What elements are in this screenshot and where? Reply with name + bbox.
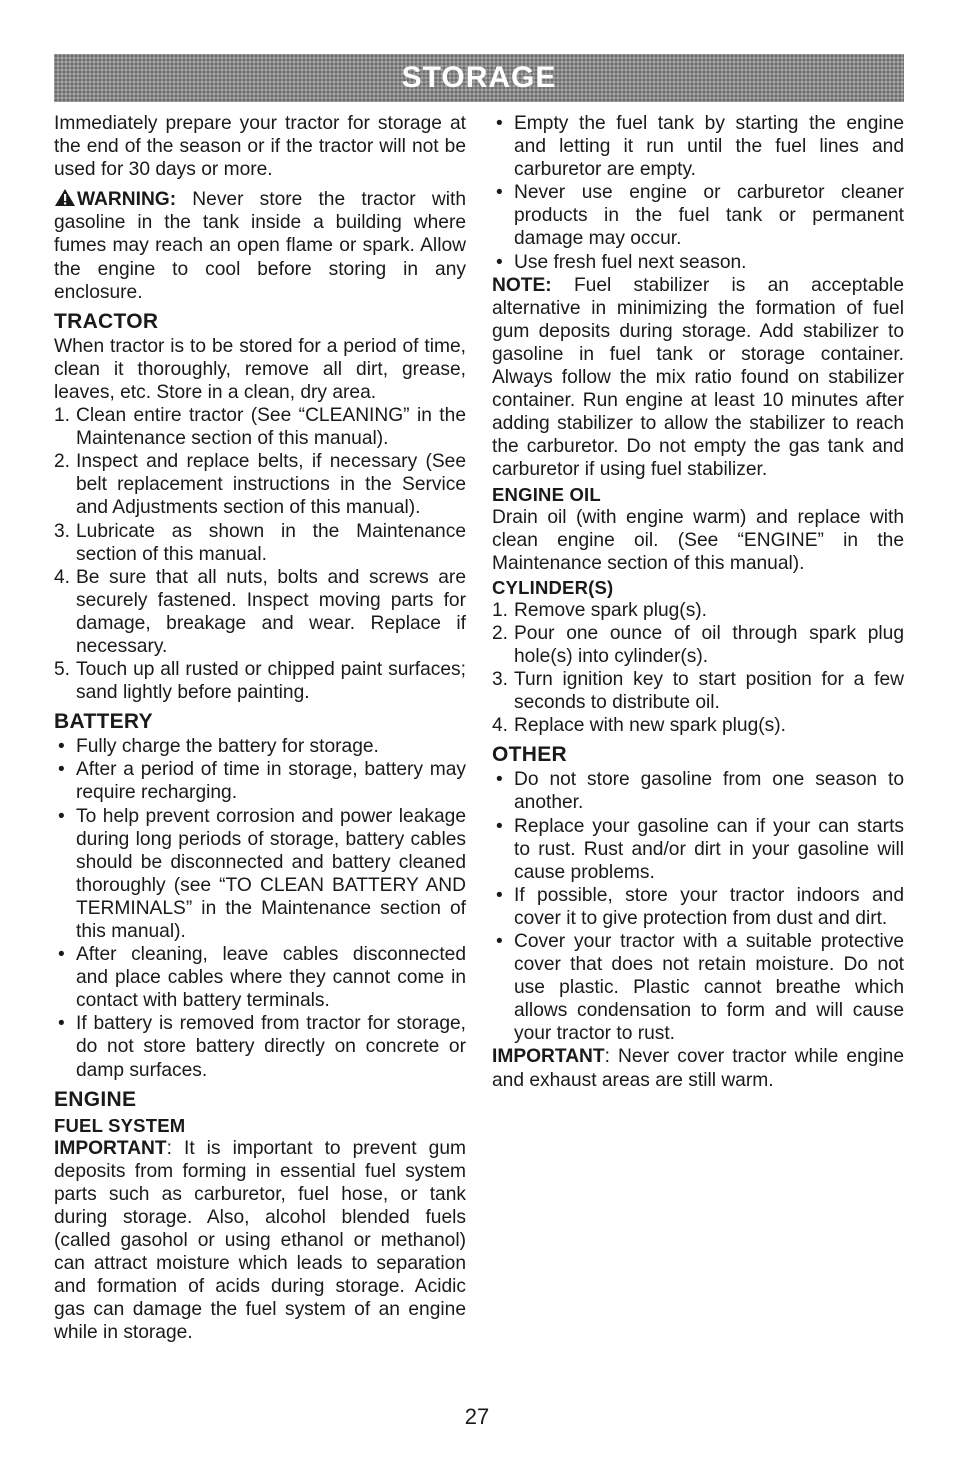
list-item (54, 943, 466, 1012)
list-item (54, 805, 466, 944)
bullet-text: Never use engine or carburetor cleaner products in the fuel tank or permanent damage may occur. (514, 182, 904, 250)
intro-paragraph: Immediately prepare your tractor for storage at the end of the season or if the tractor will not be used for 30 days or more. (54, 113, 466, 181)
important-label: IMPORTANT (492, 1046, 605, 1068)
bullet-text: Empty the fuel tank by starting the engine and letting it run until the fuel lines and carburetor are empty. (514, 113, 904, 181)
step-text: Replace with new spark plug(s). (514, 715, 786, 737)
list-item (492, 714, 904, 737)
list-item (492, 668, 904, 714)
right-column (492, 112, 904, 1092)
list-item (492, 181, 904, 250)
bullet-text: Replace your gasoline can if your can starts to rust. Rust and/or dirt in your gasoline will cause problems. (514, 815, 904, 883)
cylinders-heading: CYLINDER(S) (492, 576, 614, 598)
bullet-icon: • (496, 251, 503, 273)
note-label: NOTE: (492, 274, 552, 296)
step-number: 2. (54, 451, 71, 473)
fuel-system-paragraph (54, 1137, 466, 1345)
bullet-icon: • (58, 759, 65, 781)
note-paragraph (492, 274, 904, 482)
bullet-icon: • (496, 884, 503, 906)
fuel-system-heading: FUEL SYSTEM (54, 1114, 186, 1136)
list-item (492, 930, 904, 1045)
list-item (54, 735, 466, 758)
important-text: : It is important to prevent gum deposits from forming in essential fuel system parts such as carburetor, fuel hose, or tank during storage. Also, alcohol blended fuels (called gasohol or using ethanol or methanol) can attract moisture which leads to separation and formation of acids during storage. Acidic gas can damage the fuel system of an engine while in storage. (54, 1137, 466, 1344)
step-number: 2. (492, 622, 509, 644)
step-text: Pour one ounce of oil through spark plug hole(s) into cylinder(s). (514, 622, 904, 667)
bullet-icon: • (496, 769, 503, 791)
tractor-heading: TRACTOR (54, 309, 159, 333)
step-number: 3. (492, 669, 509, 691)
other-important-paragraph (492, 1045, 904, 1091)
step-number: 1. (492, 599, 509, 621)
engine-oil-heading: ENGINE OIL (492, 483, 601, 505)
bullet-text: Do not store gasoline from one season to another. (514, 769, 904, 814)
step-number: 3. (54, 520, 71, 542)
bullet-icon: • (496, 815, 503, 837)
bullet-text: Cover your tractor with a suitable protective cover that does not retain moisture. Do not use plastic. Plastic cannot breathe which allows condensation to form and will cause your tractor to rust. (514, 931, 904, 1045)
warning-triangle-icon (54, 188, 76, 207)
step-number: 1. (54, 405, 71, 427)
engine-oil-paragraph: Drain oil (with engine warm) and replace with clean engine oil. (See “ENGINE” in the Maintenance section of this manual). (492, 506, 904, 574)
fuel-list (492, 112, 904, 274)
step-text: Touch up all rusted or chipped paint surfaces; sand lightly before painting. (76, 659, 466, 704)
list-item (54, 758, 466, 804)
step-text: Lubricate as shown in the Maintenance section of this manual. (76, 520, 466, 565)
bullet-text: If battery is removed from tractor for storage, do not store battery directly on concrete or damp surfaces. (76, 1013, 466, 1081)
warning-label: WARNING: (77, 189, 177, 211)
step-number: 4. (492, 715, 509, 737)
bullet-text: To help prevent corrosion and power leakage during long periods of storage, battery cables should be disconnected and battery cleaned thoroughly (see “TO CLEAN BATTERY AND TERMINALS” in the Maintenance section of this manual). (76, 805, 466, 942)
bullet-text: Use fresh fuel next season. (514, 251, 747, 273)
bullet-icon: • (496, 931, 503, 952)
bullet-icon: • (58, 1013, 65, 1035)
important-label: IMPORTANT (54, 1137, 167, 1159)
bullet-icon: • (58, 805, 65, 827)
tractor-steps (54, 404, 466, 704)
other-heading: OTHER (492, 743, 567, 767)
step-text: Turn ignition key to start position for a few seconds to distribute oil. (514, 669, 904, 714)
step-text: Be sure that all nuts, bolts and screws are securely fastened. Inspect moving parts for damage, breakage and wear. Replace if necessary. (76, 566, 466, 657)
bullet-icon: • (496, 182, 503, 204)
list-item (492, 622, 904, 668)
page-number: 27 (464, 1404, 490, 1429)
note-text: Fuel stabilizer is an acceptable alternative in minimizing the formation of fuel gum deposits during storage. Add stabilizer to gasoline in fuel tank or storage container. Always follow the mix ratio found on stabilizer container. Run engine at least 10 minutes after adding stabilizer to allow the stabilizer to reach the carburetor. Do not empty the gas tank and carburetor if using fuel stabilizer. (492, 274, 904, 481)
list-item (54, 450, 466, 519)
important-text: : Never cover tractor while engine and exhaust areas are still warm. (492, 1046, 904, 1091)
battery-heading: BATTERY (54, 710, 153, 734)
warning-paragraph (54, 188, 466, 303)
cylinder-steps (492, 599, 904, 738)
bullet-icon: • (58, 736, 65, 758)
step-text: Inspect and replace belts, if necessary (See belt replacement instructions in the Service and Adjustments section of this manual). (76, 451, 466, 519)
other-list (492, 768, 904, 1045)
storage-banner (54, 54, 904, 102)
step-text: Remove spark plug(s). (514, 599, 708, 621)
bullet-text: If possible, store your tractor indoors and cover it to give protection from dust and dirt. (514, 884, 904, 929)
list-item (492, 768, 904, 814)
list-item (54, 566, 466, 658)
page-title: STORAGE (401, 61, 557, 94)
list-item (54, 404, 466, 450)
list-item (492, 112, 904, 181)
list-item (492, 815, 904, 884)
list-item (54, 658, 466, 704)
bullet-text: After a period of time in storage, battery may require recharging. (76, 759, 466, 804)
list-item (492, 599, 904, 622)
list-item (492, 884, 904, 930)
bullet-icon: • (58, 944, 65, 966)
list-item (54, 1012, 466, 1081)
list-item (54, 520, 466, 566)
bullet-text: Fully charge the battery for storage. (76, 736, 379, 758)
step-text: Clean entire tractor (See “CLEANING” in the Maintenance section of this manual). (76, 405, 466, 450)
bullet-icon: • (496, 113, 503, 134)
battery-list (54, 735, 466, 1081)
warning-text: Never store the tractor with gasoline in the tank inside a building where fumes may reach an open flame or spark. Allow the engine to cool before storing in any enclosure. (54, 189, 466, 303)
engine-heading: ENGINE (54, 1087, 137, 1111)
list-item (492, 251, 904, 274)
tractor-paragraph: When tractor is to be stored for a period of time, clean it thoroughly, remove all dirt, grease, leaves, etc. Store in a clean, dry area. (54, 335, 466, 403)
step-number: 4. (54, 566, 71, 588)
left-column (54, 112, 466, 1345)
step-number: 5. (54, 659, 71, 681)
bullet-text: After cleaning, leave cables disconnected and place cables where they cannot come in contact with battery terminals. (76, 944, 466, 1012)
